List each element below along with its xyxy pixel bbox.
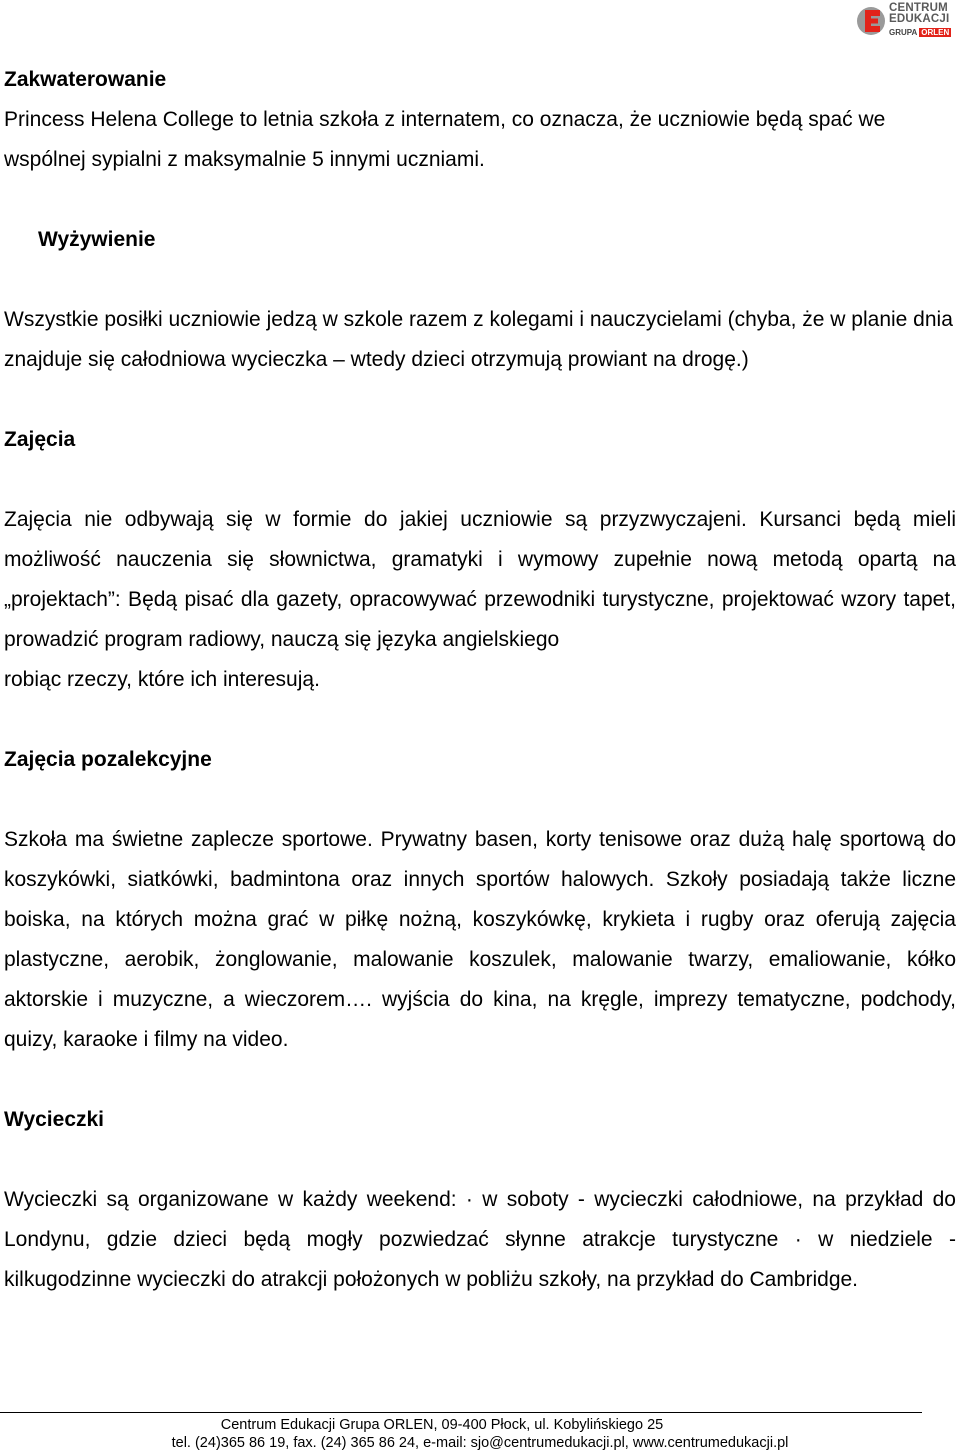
heading-extracurricular: Zajęcia pozalekcyjne xyxy=(4,748,212,771)
paragraph-classes-end: robiąc rzeczy, które ich interesują. xyxy=(4,668,320,691)
company-logo xyxy=(855,2,955,40)
logo-grupa: GRUPA xyxy=(889,28,917,37)
paragraph-extracurricular: Szkoła ma świetne zaplecze sportowe. Prywatny basen, korty tenisowe oraz dużą halę sportową do koszykówki, siatkówki, badmintona oraz innych sportów halowych. Szkoły posiadają także liczne boiska, na których można grać w piłkę nożną, koszykówkę, krykieta i rugby oraz oferują zajęcia plastyczne, aerobik, żonglowanie, malowanie koszulek, malowanie twarzy, emaliowanie, kółko aktorskie i muzyczne, a wieczorem…. wyjścia do kina, na kręgle, imprezy tematyczne, podchody, quizy, karaoke i filmy na video. xyxy=(4,828,956,1051)
heading-trips: Wycieczki xyxy=(4,1108,105,1131)
heading-catering: Wyżywienie xyxy=(38,228,156,251)
heading-accommodation: Zakwaterowanie xyxy=(4,68,167,91)
footer-address: Centrum Edukacji Grupa ORLEN, 09-400 Płock, ul. Kobylińskiego 25 xyxy=(220,1417,664,1433)
logo-line-3 xyxy=(889,27,951,38)
centrum-edukacji-logo-icon xyxy=(855,5,887,37)
logo-wordmark xyxy=(889,3,951,38)
logo-line-2: EDUKACJI xyxy=(889,13,950,25)
heading-classes: Zajęcia xyxy=(4,428,76,451)
paragraph-accommodation: Princess Helena College to letnia szkoła z internatem, co oznacza, że uczniowie będą spać we wspólnej sypialni z maksymalnie 5 innymi uczniami. xyxy=(4,108,886,171)
paragraph-trips: Wycieczki są organizowane w każdy weekend: · w soboty - wycieczki całodniowe, na przykład do Londynu, gdzie dzieci będą mogły pozwiedzać słynne atrakcje turystyczne · w niedziele - kilkugodzinne wycieczki do atrakcji położonych w pobliżu szkoły, na przykład do Cambridge. xyxy=(4,1188,956,1291)
logo-line-1: CENTRUM xyxy=(889,2,948,14)
footer-divider xyxy=(0,1412,922,1413)
document-body xyxy=(4,60,956,1300)
paragraph-catering: Wszystkie posiłki uczniowie jedzą w szkole razem z kolegami i nauczycielami (chyba, że w planie dnia znajduje się całodniowa wycieczka – wtedy dzieci otrzymują prowiant na drogę.) xyxy=(4,308,953,371)
footer-contact: tel. (24)365 86 19, fax. (24) 365 86 24, e-mail: sjo@centrumedukacji.pl, www.centrumedukacji.pl xyxy=(171,1435,789,1451)
paragraph-classes: Zajęcia nie odbywają się w formie do jakiej uczniowie są przyzwyczajeni. Kursanci będą mieli możliwość nauczenia się słownictwa, gramatyki i wymowy zupełnie nową metodą opartą na „projektach”: Będą pisać dla gazety, opracowywać przewodniki turystyczne, projektować wzory tapet, prowadzić program radiowy, nauczą się języka angielskiego xyxy=(4,508,956,651)
logo-orlen: ORLEN xyxy=(921,28,950,37)
